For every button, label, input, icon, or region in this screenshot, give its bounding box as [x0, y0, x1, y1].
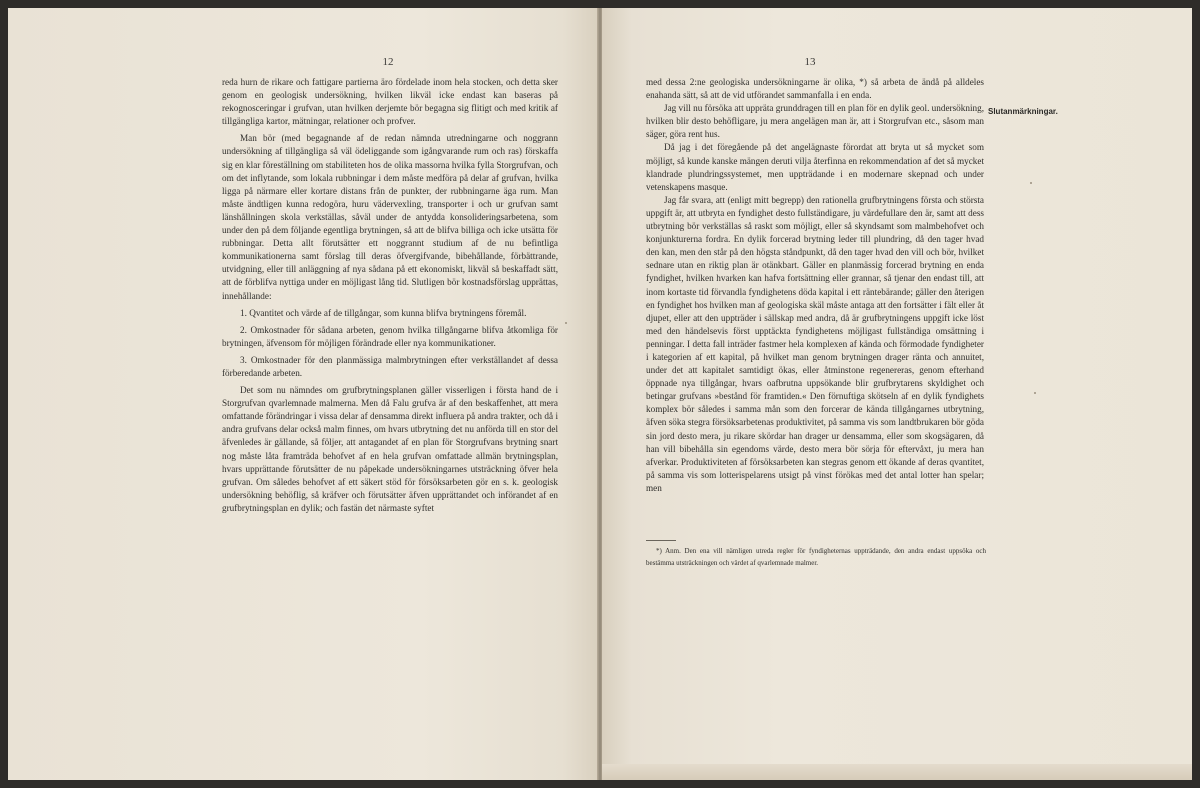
paper-speck	[565, 322, 567, 324]
paragraph: Man bör (med begagnande af de redan nämnda utredningarne och noggrann undersökning af tillgängliga så väl ödeliggande som igångvarande rum och ras) förskaffa sig en klar föreställning om stabiliteten hos de olika massorna hvilka fylla Storgrufvan, och om det inflytande, som lokala rubbningar i dem måste medföra på delar af grufvan, hvilka ligga på närmare eller kortare distans från de punkter, der rubbningarne äga rum. Man måste ändtligen kunna redogöra, huru vädervexling, transporter i och ur grufvan samt länshållningen skola verkställas, såväl under de antydda konsolideringsarbetena, som under den på dem följande egentliga brytningen, så att de blifva billiga och icke utsätta för rubbningar. Detta allt förutsätter ett noggrannt studium af de nu befintliga kommunikationerna samt förslag till deras öfvergifvande, bibehållande, förbättrande, utvidgning, eller till anläggning af nya sådana på ett ekonomiskt, likväl så beskaffadt sätt, att de förblifva nyttiga under en möjligast lång tid. Slutligen bör kostnadsförslag upprättas, innehållande:	[222, 133, 558, 301]
paragraph: med dessa 2:ne geologiska undersökningarne är olika, *) så arbeta de ändå på alldeles enahanda sätt, så att de vid utförandet sammanfalla i en enda.	[646, 77, 984, 101]
list-item: 1. Qvantitet och värde af de tillgångar, som kunna blifva brytningens föremål.	[240, 307, 527, 318]
paper-speck	[1030, 182, 1032, 184]
list-item: 2. Omkostnader för sådana arbeten, genom hvilka tillgångarne blifva åtkomliga för brytningen, äfvensom för möjligen förändrade eller nya kommunikationer.	[222, 324, 558, 348]
paragraph: Det som nu nämndes om grufbrytningsplanen gäller visserligen i första hand de i Storgrufvan qvarlemnade malmerna. Men då Falu grufva är af den beskaffenhet, att mera omfattande förändringar i vissa delar af densamma direkt influera på andra trakter, och då i andra grufvans delar också malm finnes, om hvars utbrytning det nu anförda till en stor del äfvenledes är gällande, så följer, att antagandet af en plan för Storgrufvans brytning snart nog måste låta framträda behofvet af en hela grufvan omfattade allmän brytningsplan, hvars upprättande förutsätter de nu påpekade undersökningarnes utsträckning öfver hela grufvan. Om således behofvet af ett säkert stöd för försöksarbeten gör en s. k. geologisk undersökning behöflig, så kräfver och förutsätter äfven upprättandet och införandet af en grufbrytningsplan en dylik; och fastän det närmaste syftet	[222, 385, 558, 513]
footnote: *) Anm. Den ena vill nämligen utreda regler för fyndigheternas uppträdande, den andra endast uppsöka och bestämma utsträckningen och värdet af qvarlemnade malmer.	[646, 547, 986, 567]
page-number-right: 13	[804, 56, 816, 68]
paragraph: reda hurn de rikare och fattigare partierna äro fördelade inom hela stocken, och detta sker genom en geologisk undersökning, hvilken likväl icke endast kan baseras på rekognosceringar i grufvan, utan hvilken derjemte bör begagna sig flitigt och med kritik af tillgängliga kartor, mätningar, relationer och profver.	[222, 77, 558, 127]
margin-note: Slutanmärkningar.	[988, 107, 1058, 116]
page-number-left: 12	[382, 56, 394, 68]
page-bottom-edge	[602, 764, 1192, 780]
paragraph: Jag får svara, att (enligt mitt begrepp) den rationella grufbrytningens första och största uppgift är, att utbryta en fyndighet desto fullständigare, ju värdefullare den är, samt att dess utbrytning bör verkställas så raskt som möjligt, eller så skyndsamt som malmbehofvet och konjunkturerna fordra. En dylik forcerad brytning leder till plundring, då den tager hvad den kan, men den står på den högsta ståndpunkt, då den tager hvad den vill och bör, hvilket sednare utan en riktig plan är otänkbart. Gäller en planmässig forcerad brytning en enda fyndighet, hvilken hvarken kan hafva fortsättning eller grannar, så tjenar den endast till, att inom kortaste tid förvandla fyndighetens döda kapital i ett räntebärande; gäller den återigen en fyndighet hos hvilken man af geologiska skäl måste antaga att den fortsätter i fält eller åt djupet, eller att den uppträder i sällskap med andra, då är grufbrytningens uppgift icke löst med den händelsevis först upptäckta fyndighetens möjligast fullständiga omsättning i penningar. I detta fall inträder fastmer hela komplexen af kända och förmodade fyndigheter i kategorien af ett kapital, på hvilket man genom brytningen drager ränta och annuitet, under det att kapitalet samtidigt ökas, eller åtminstone regenereras, genom efterhand öppnade nya tillgångar, hvars oafbrutna uppsökande blir grufbrytarens skyldighet och betingar grufvans »bestånd för framtiden.« Den förnuftiga skötseln af en dylik fyndighets komplex bör således i samma mån som den forcerar de kända tillgångarnes utbrytning, äfven söka stegra försöksarbetenas produktivitet, på samma vis som landtbrukaren bör göda sin jord desto mera, ju rikare skördar han drager ur densamma, eller som skogsägaren, då han vill bibehålla sin egendoms värde, desto mera bör sörja för eftervåxt, ju mera han afverkar. Produktiviteten af försöksarbeten kan stegras genom ett ökande af deras qvantitet, på samma vis som lotterispelarens utsigt på vinst förökas med det antal lotter han spelar; men	[646, 194, 984, 493]
left-page-text	[222, 76, 558, 515]
right-page-text	[646, 76, 984, 495]
paper-speck	[1034, 392, 1036, 394]
list-item: 3. Omkostnader för den planmässiga malmbrytningen efter verkställandet af dessa förberedande arbeten.	[222, 354, 558, 378]
paragraph: Jag vill nu försöka att uppräta grunddragen till en plan för en dylik geol. undersökning, hvilken blir desto behöfligare, ju mera angelägen man är, att i Storgrufvan etc., såsom man säger, göra rent hus.	[646, 103, 984, 140]
footnote-divider	[646, 540, 676, 541]
paragraph: Då jag i det föregående på det angelägnaste förordat att bryta ut så mycket som möjligt, så kunde kanske mängen deruti vilja återfinna en rekommendation af det så mycket klandrade plundringssystemet, men uppträdande i en modernare skepnad och under vetenskapens masque.	[646, 142, 984, 192]
